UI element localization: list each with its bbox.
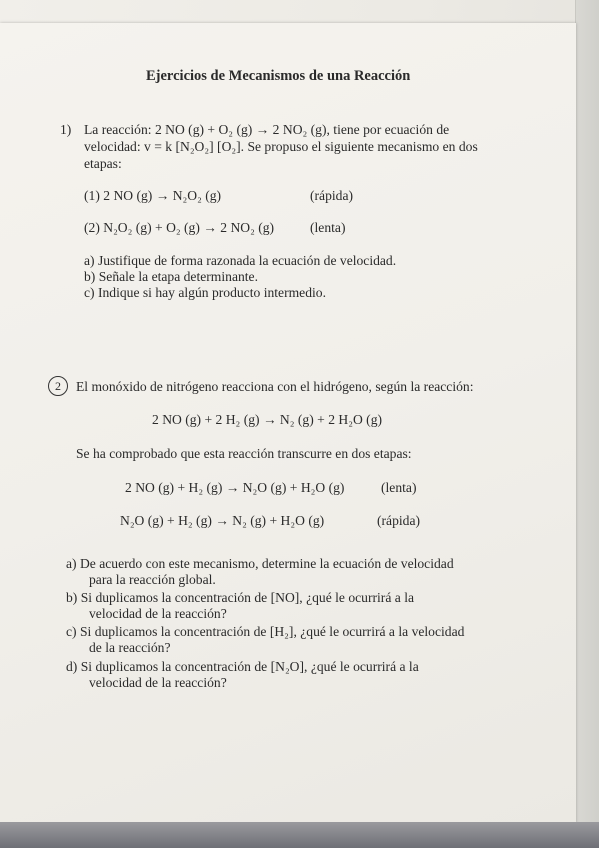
q1-step-1: (1) 2 NO (g) → N₂O₂ (g) [84, 188, 222, 203]
q2-question-d-cont: velocidad de la reacción? [89, 675, 227, 690]
q1-question-b: b) Señale la etapa determinante. [84, 269, 258, 284]
q2-question-d: d) Si duplicamos la concentración de [N₂O], ¿qué le ocurrirá a la [66, 659, 419, 674]
q2-question-a-cont: para la reacción global. [89, 572, 216, 587]
background-right-edge [575, 0, 599, 848]
q1-step-2-speed: (lenta) [310, 220, 346, 235]
q2-step-1-speed: (lenta) [381, 480, 417, 495]
q1-line-1: La reacción: 2 NO (g) + O₂ (g) → 2 NO₂ (g), tiene por ecuación de [84, 122, 450, 137]
q2-question-c-cont: de la reacción? [89, 640, 171, 655]
q2-question-b: b) Si duplicamos la concentración de [NO], ¿qué le ocurrirá a la [66, 590, 415, 605]
q1-number: 1) [60, 122, 72, 137]
q1-step-1-speed: (rápida) [310, 188, 354, 203]
q1-line-3: etapas: [84, 156, 122, 171]
bottom-shadow [0, 822, 599, 848]
page-title: Ejercicios de Mecanismos de una Reacción [146, 68, 411, 84]
q2-question-a: a) De acuerdo con este mecanismo, determine la ecuación de velocidad [66, 556, 454, 571]
q2-question-b-cont: velocidad de la reacción? [89, 606, 227, 621]
q2-step-2-speed: (rápida) [377, 513, 421, 528]
q1-step-2: (2) N₂O₂ (g) + O₂ (g) → 2 NO₂ (g) [84, 220, 275, 235]
q2-step-1: 2 NO (g) + H₂ (g) → N₂O (g) + H₂O (g) [125, 480, 345, 495]
q1-line-2: velocidad: v = k [N₂O₂] [O₂]. Se propuso el siguiente mecanismo en dos [84, 139, 478, 154]
q1-question-a: a) Justifique de forma razonada la ecuación de velocidad. [84, 253, 397, 268]
q2-question-c: c) Si duplicamos la concentración de [H₂], ¿qué le ocurrirá a la velocidad [66, 624, 465, 639]
q2-mechanism-intro: Se ha comprobado que esta reacción transcurre en dos etapas: [76, 446, 412, 461]
q1-question-c: c) Indique si hay algún producto intermedio. [84, 285, 326, 300]
q2-global-reaction: 2 NO (g) + 2 H₂ (g) → N₂ (g) + 2 H₂O (g) [152, 412, 383, 427]
q2-step-2: N₂O (g) + H₂ (g) → N₂ (g) + H₂O (g) [120, 513, 325, 528]
q2-intro: El monóxido de nitrógeno reacciona con el hidrógeno, según la reacción: [76, 379, 474, 394]
q2-number-circle: 2 [48, 376, 68, 396]
